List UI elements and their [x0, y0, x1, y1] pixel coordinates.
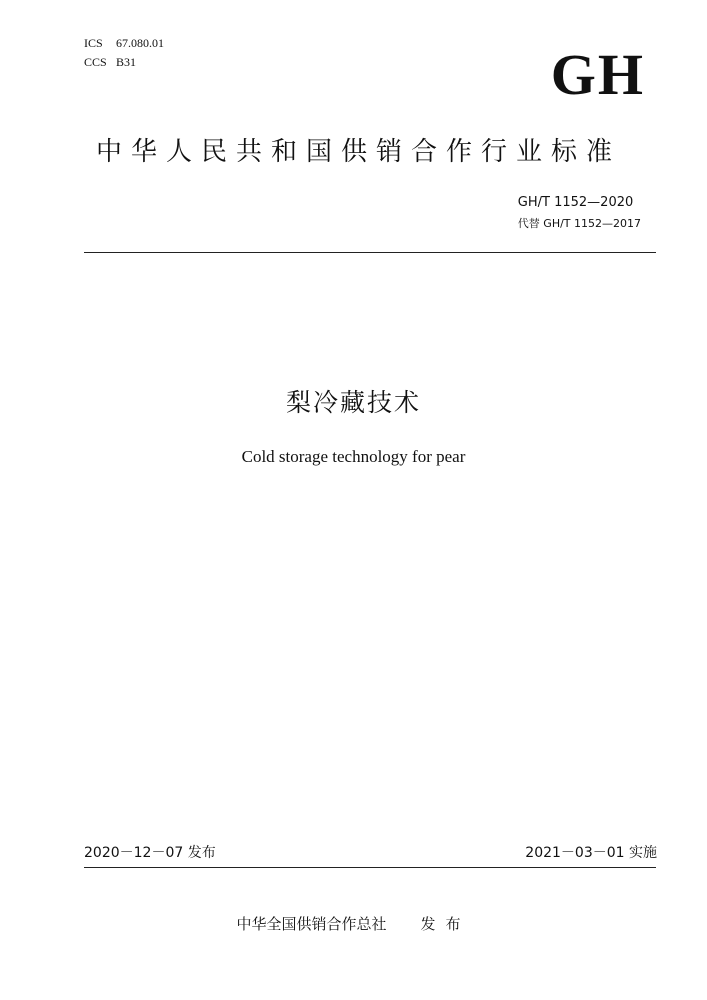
issuer-standard-heading: 中华人民共和国供销合作行业标准: [95, 137, 621, 167]
effective-date: 2021－03－01 实施: [525, 845, 657, 861]
issue-date: 2020－12－07 发布: [84, 845, 216, 861]
bottom-divider: [84, 867, 656, 868]
publisher-line: [0, 913, 707, 935]
document-title-en: Cold storage technology for pear: [241, 447, 466, 466]
gh-logo: GH: [550, 42, 645, 107]
ics-value: 67.080.01: [116, 36, 164, 50]
ics-label: ICS: [84, 36, 103, 50]
ics-row: [84, 34, 164, 53]
top-divider: [84, 252, 656, 253]
standard-number-block: [518, 194, 641, 232]
ccs-value: B31: [116, 55, 137, 69]
ccs-label: CCS: [84, 55, 107, 69]
classification-codes: [84, 34, 164, 72]
standard-code: GH/T 1152—2020: [517, 195, 634, 210]
document-title-cn: 梨冷藏技术: [285, 388, 421, 417]
publisher-name: 中华全国供销合作总社: [236, 915, 387, 933]
publisher-action: 发布: [420, 915, 471, 933]
ccs-row: [84, 53, 164, 72]
standard-replaces: 代替 GH/T 1152—2017: [517, 217, 641, 230]
